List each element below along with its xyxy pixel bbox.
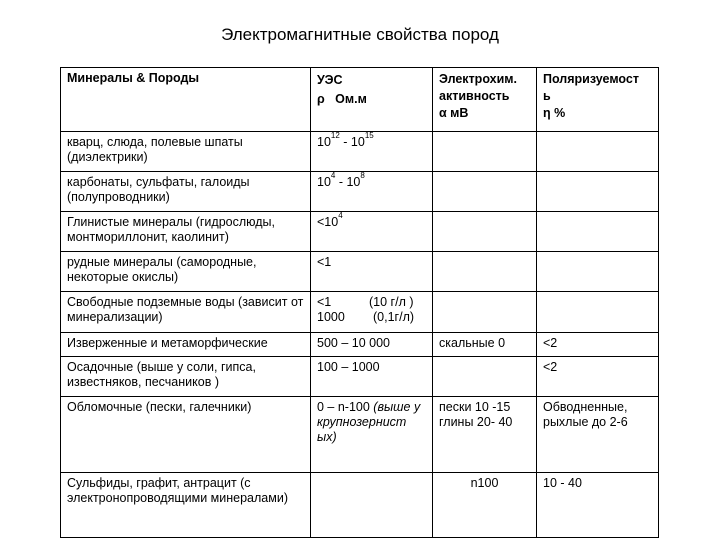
row-resistivity	[311, 292, 433, 333]
row-name: Глинистые минералы (гидрослюды, монтмориллонит, каолинит)	[61, 212, 311, 252]
row-activity: пески 10 -15 глины 20- 40	[433, 397, 537, 473]
table-row	[61, 397, 659, 473]
table-row	[61, 333, 659, 357]
row-name: Обломочные (пески, галечники)	[61, 397, 311, 473]
header-polarizability	[537, 68, 659, 132]
row-polarizability	[537, 212, 659, 252]
row-polarizability: Обводненные, рыхлые до 2-6	[537, 397, 659, 473]
table-row	[61, 172, 659, 212]
row-name: Свободные подземные воды (зависит от минерализации)	[61, 292, 311, 333]
row-polarizability	[537, 172, 659, 212]
header-activity-l3: α мВ	[439, 106, 469, 120]
table-row	[61, 357, 659, 397]
row-name: карбонаты, сульфаты, галоиды (полупроводники)	[61, 172, 311, 212]
header-minerals: Минералы & Породы	[61, 68, 311, 132]
page-title: Электромагнитные свойства пород	[221, 25, 499, 44]
row-resistivity: $10^{12} - 10^{15}$	[311, 132, 433, 172]
resistivity-line-2: 1000 (0,1г/л)	[317, 310, 415, 324]
row-polarizability: <2	[537, 357, 659, 397]
row-activity	[433, 132, 537, 172]
header-polar-l2: ь	[543, 89, 551, 103]
row-name: Осадочные (выше у соли, гипса, известняков, песчаников )	[61, 357, 311, 397]
row-activity	[433, 212, 537, 252]
table-row	[61, 292, 659, 333]
row-name: Сульфиды, графит, антрацит (с электронопроводящими минералами)	[61, 473, 311, 538]
row-resistivity: 100 – 1000	[311, 357, 433, 397]
row-polarizability: <2	[537, 333, 659, 357]
table-row	[61, 132, 659, 172]
resistivity-line-1: <1 (10 г/л )	[317, 295, 414, 309]
row-name: Изверженные и метаморфические	[61, 333, 311, 357]
row-name: рудные минералы (самородные, некоторые окислы)	[61, 252, 311, 292]
table-row	[61, 212, 659, 252]
row-activity	[433, 292, 537, 333]
row-resistivity: $10^4 - 10^8$	[311, 172, 433, 212]
table-row	[61, 252, 659, 292]
row-polarizability	[537, 132, 659, 172]
header-activity	[433, 68, 537, 132]
header-polar-l3: η %	[543, 106, 566, 120]
row-activity: n100	[433, 473, 537, 538]
row-polarizability	[537, 292, 659, 333]
row-resistivity: $<10^4$	[311, 212, 433, 252]
row-polarizability: 10 - 40	[537, 473, 659, 538]
header-resistivity-unit: ρ Ом.м	[317, 92, 367, 106]
row-polarizability	[537, 252, 659, 292]
table-header-row	[61, 68, 659, 132]
row-resistivity: 500 – 10 000	[311, 333, 433, 357]
header-resistivity-name: УЭС	[317, 73, 343, 87]
properties-table	[60, 67, 659, 538]
row-resistivity	[311, 473, 433, 538]
row-resistivity: 0 – n-100 (выше у крупнозернист ых)	[311, 397, 433, 473]
row-name: кварц, слюда, полевые шпаты (диэлектрики)	[61, 132, 311, 172]
header-resistivity	[311, 68, 433, 132]
row-activity	[433, 172, 537, 212]
table-row	[61, 473, 659, 538]
row-activity	[433, 252, 537, 292]
header-polar-l1: Поляризуемост	[543, 72, 639, 86]
row-activity	[433, 357, 537, 397]
row-resistivity: <1	[311, 252, 433, 292]
row-activity: скальные 0	[433, 333, 537, 357]
header-activity-l1: Электрохим.	[439, 72, 518, 86]
header-activity-l2: активность	[439, 89, 510, 103]
